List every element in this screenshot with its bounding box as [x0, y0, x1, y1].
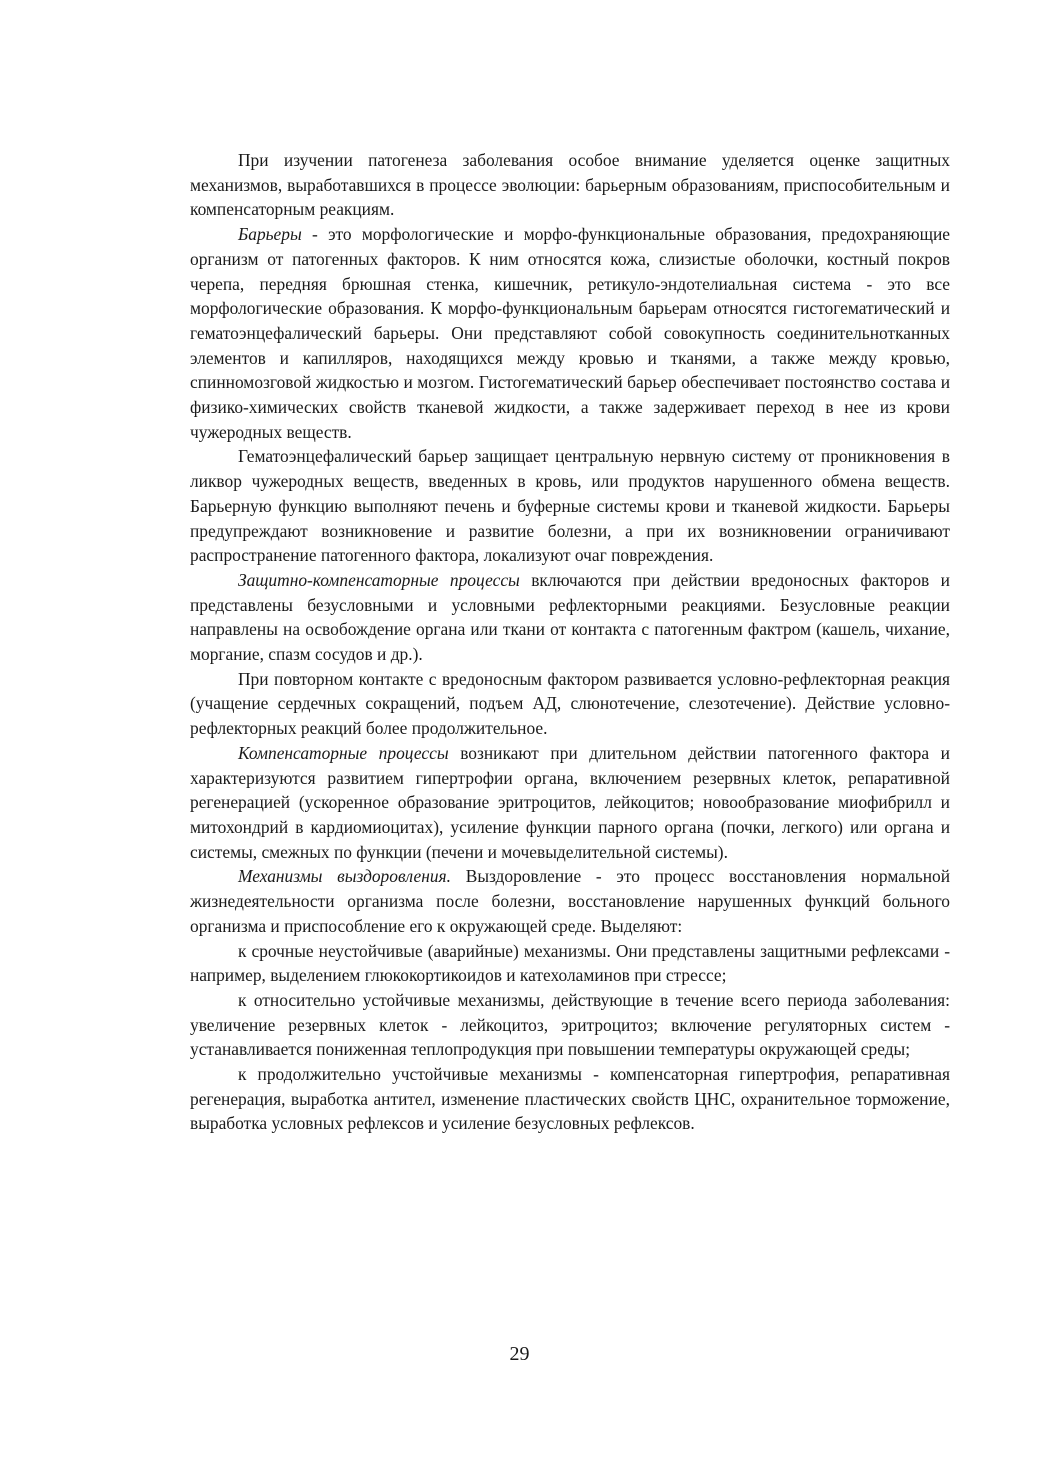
- page-body: [190, 148, 950, 1136]
- paragraph-barriers: [190, 222, 950, 444]
- paragraph-bbb: [190, 444, 950, 568]
- paragraph-text: При повторном контакте с вредоносным фактором развивается условно-рефлекторная реакция (учащение сердечных сокращений, подъем АД, слюнотечение, слезотечение). Действие условно-рефлекторных реакций более продолжительное.: [190, 668, 950, 739]
- italic-term: Защитно-компенсаторные процессы: [238, 569, 520, 590]
- italic-term: Барьеры: [238, 224, 302, 245]
- paragraph-text: - это морфологические и морфо-функциональные образования, предохраняющие организм от патогенных факторов. К ним относятся кожа, слизистые оболочки, костный покров черепа, передняя брюшная стенка, кишечник, ретикуло-эндотелиальная система - это все морфологические образования. К морфо-функциональным барьерам относятся гистогематический и гематоэнцефалический барьеры. Они представляют собой совокупность соединительнотканных элементов и капилляров, находящихся между кровью и тканями, а также между кровью, спинномозговой жидкостью и мозгом. Гистогематический барьер обеспечивает постоянство состава и физико-химических свойств тканевой жидкости, а также задерживает переход в нее из крови чужеродных веществ.: [190, 224, 950, 442]
- paragraph-text: Гематоэнцефалический барьер защищает центральную нервную систему от проникновения в ликвор чужеродных веществ, введенных в кровь, или продуктов нарушенного обмена веществ. Барьерную функцию выполняют печень и буферные системы крови и тканевой жидкости. Барьеры предупреждают возникновение и развитие болезни, а при их возникновении ограничивают распространение патогенного фактора, локализуют очаг повреждения.: [190, 446, 950, 566]
- paragraph-text: к относительно устойчивые механизмы, действующие в течение всего периода заболевания: увеличение резервных клеток - лейкоцитоз, эритроцитоз; включение регуляторных систем - устанавливается пониженная теплопродукция при повышении температуры окружающей среды;: [190, 989, 950, 1060]
- list-item-long-term: [190, 1062, 950, 1136]
- page-number: 29: [509, 1343, 530, 1365]
- paragraph-intro: [190, 148, 950, 222]
- italic-term: Компенсаторные процессы: [238, 742, 449, 763]
- paragraph-text: При изучении патогенеза заболевания особое внимание уделяется оценке защитных механизмов, выработавшихся в процессе эволюции: барьерным образованиям, приспособительным и компенсаторным реакциям.: [190, 150, 950, 220]
- paragraph-text: Выздоровление - это процесс восстановления нормальной жизнедеятельности организма после болезни, восстановление нарушенных функций больного организма и приспособление его к окружающей среде. Выделяют:: [190, 866, 951, 936]
- paragraph-text: включаются при действии вредоносных факторов и представлены безусловными и условными рефлекторными реакциями. Безусловные реакции направлены на освобождение органа или ткани от контакта с патогенным фактром (кашель, чихание, моргание, спазм сосудов и др.).: [190, 569, 950, 665]
- paragraph-protective-processes: [190, 568, 950, 667]
- paragraph-text: к срочные неустойчивые (аварийные) механизмы. Они представлены защитными рефлексами - например, выделением глюкокортикоидов и катехоламинов при стрессе;: [190, 940, 950, 986]
- italic-term: Механизмы выздоровления.: [238, 866, 451, 887]
- list-item-relatively-stable: [190, 988, 950, 1062]
- paragraph-conditioned-reflex: [190, 667, 950, 741]
- paragraph-text: возникают при длительном действии патогенного фактора и характеризуются развитием гипертрофии органа, включением резервных клеток, репаративной регенерацией (ускоренное образование эритроцитов, лейкоцитов; новообразование миофибрилл и митохондрий в кардиомиоцитах), усиление функции парного органа (почки, легкого) или органа и системы, смежных по функции (печени и мочевыделительной системы).: [190, 742, 950, 862]
- paragraph-compensatory-processes: [190, 741, 950, 865]
- list-item-urgent: [190, 939, 950, 988]
- paragraph-text: к продолжительно учстойчивые механизмы - компенсаторная гипертрофия, репаративная регенерация, выработка антител, изменение пластических свойств ЦНС, охранительное торможение, выработка условных рефлексов и усиление безусловных рефлексов.: [190, 1064, 950, 1134]
- paragraph-recovery-mechanisms: [190, 864, 950, 938]
